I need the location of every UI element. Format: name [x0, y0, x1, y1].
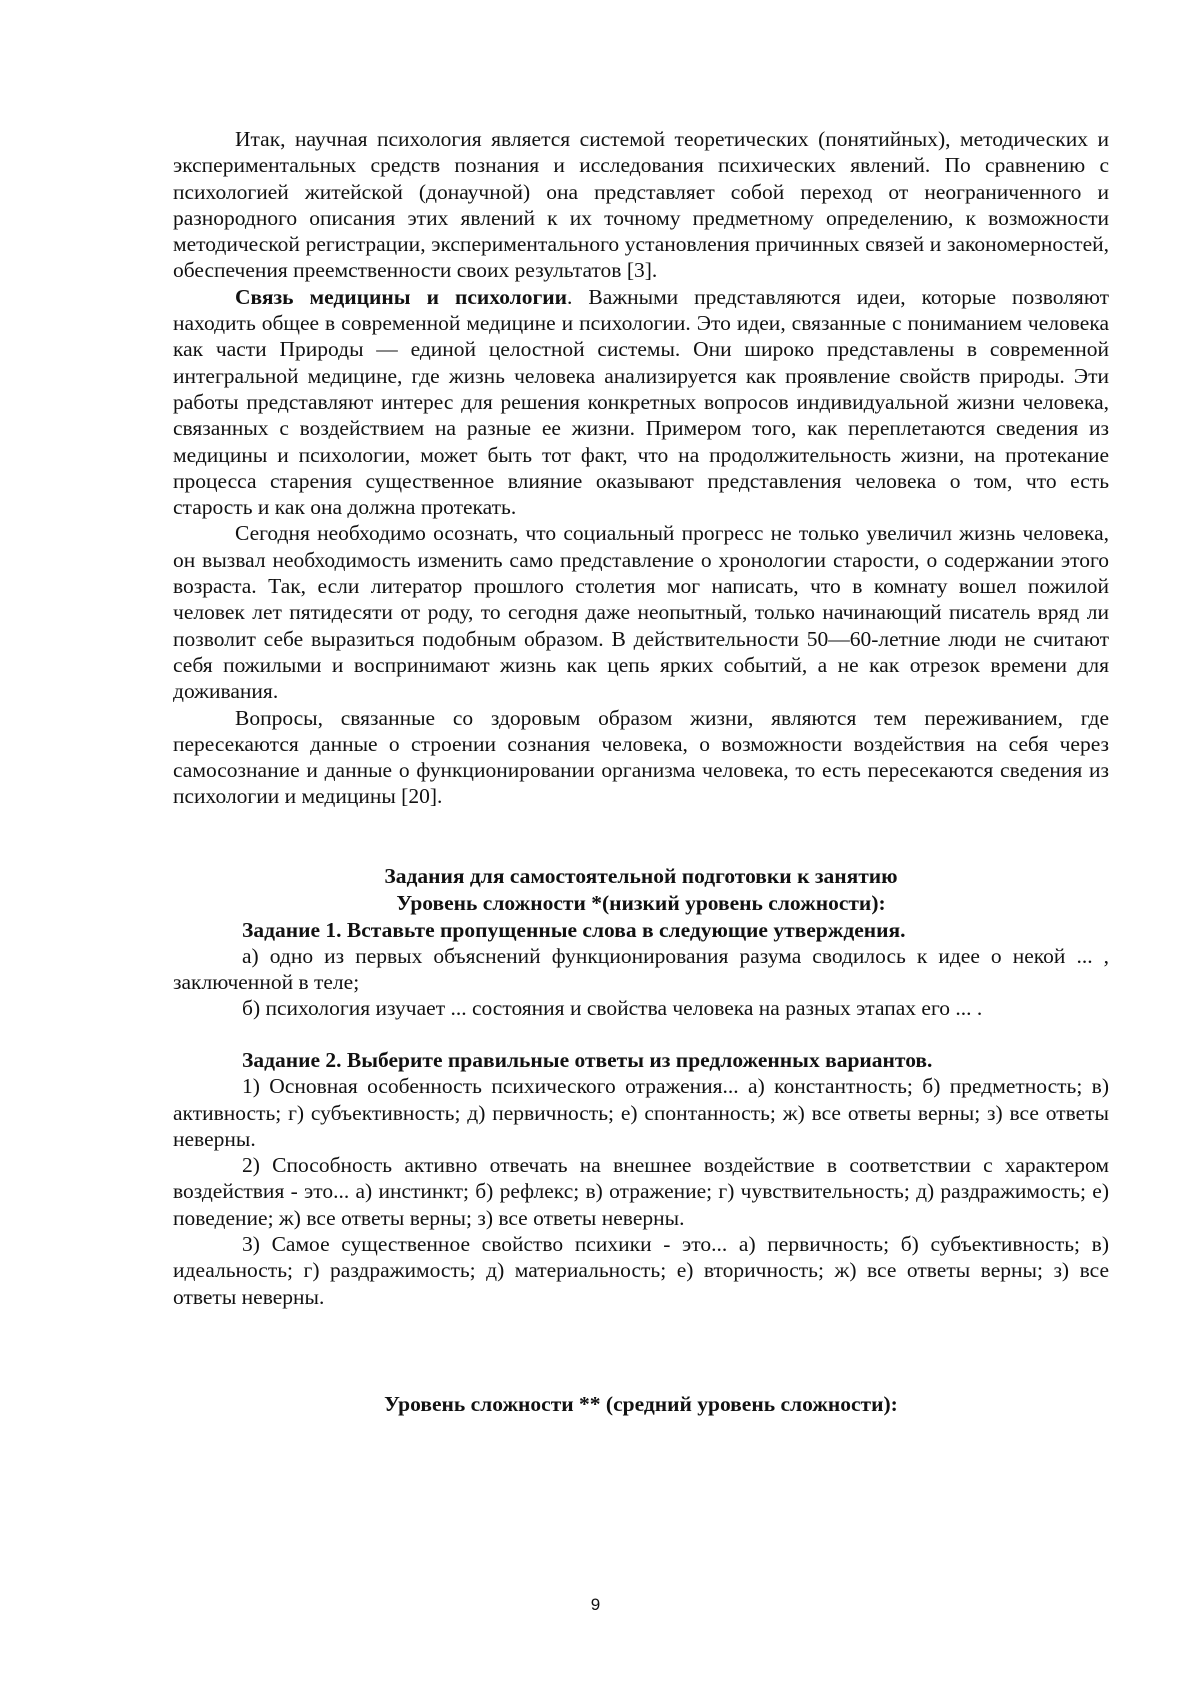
- level-1-heading: Уровень сложности *(низкий уровень сложности):: [396, 891, 886, 916]
- page-number: 9: [590, 1595, 601, 1614]
- tasks-section: [173, 863, 1109, 1022]
- task-2-question-3: 3) Самое существенное свойство психики - это... а) первичность; б) субъективность; в) идеальность; г) раздражимость; д) материальность; е) вторичность; ж) все ответы верны; з) все ответы неверны.: [173, 1232, 1109, 1309]
- level-2-heading: Уровень сложности ** (средний уровень сложности):: [384, 1392, 898, 1416]
- paragraph-4: Вопросы, связанные со здоровым образом жизни, являются тем переживанием, где пересекаются данные о строении сознания человека, о возможности воздействия на себя через самосознание и данные о функционировании организма человека, то есть пересекаются сведения из психологии и медицины [20].: [173, 705, 1109, 809]
- paragraph-1: Итак, научная психология является системой теоретических (понятийных), методических и экспериментальных средств познания и исследования психических явлений. По сравнению с психологией житейской (донаучной) она представляет собой переход от неограниченного и разнородного описания этих явлений к их точному предметному определению, к возможности методической регистрации, экспериментального установления причинных связей и закономерностей, обеспечения преемственности своих результатов [3].: [173, 127, 1109, 283]
- level-2-section: [173, 1391, 1109, 1417]
- task-2-title: Задание 2. Выберите правильные ответы из предложенных вариантов.: [242, 1048, 933, 1072]
- paragraph-2: [173, 284, 1109, 521]
- main-text: [173, 126, 1109, 810]
- paragraph-2-text: . Важными представляются идеи, которые позволяют находить общее в современной медицине и психологии. Это идеи, связанные с пониманием человека как части Природы — единой целостной системы. Они широко представлены в современной интегральной медицине, где жизнь человека анализируется как проявление свойств природы. Эти работы представляют интерес для решения конкретных вопросов индивидуальной жизни человека, связанных с воздействием на разные ее жизни. Примером того, как переплетаются сведения из медицины и психологии, может быть тот факт, что на продолжительность жизни, на протекание процесса старения существенное влияние оказывают представления человека о том, что есть старость и как она должна протекать.: [173, 284, 1109, 520]
- task-1-item-b: б) психология изучает ... состояния и свойства человека на разных этапах его ... .: [242, 996, 983, 1021]
- paragraph-3: Сегодня необходимо осознать, что социальный прогресс не только увеличил жизнь человека, он вызвал необходимость изменить само представление о хронологии старости, о содержании этого возраста. Так, если литератор прошлого столетия мог написать, что в комнату вошел пожилой человек лет пятидесяти от роду, то сегодня даже неопытный, только начинающий писатель вряд ли позволит себе выразиться подобным образом. В действительности 50—60-летние люди не считают себя пожилыми и воспринимают жизнь как цепь ярких событий, а не как отрезок времени для доживания.: [173, 521, 1109, 704]
- task-1-title: Задание 1. Вставьте пропущенные слова в следующие утверждения.: [242, 917, 906, 942]
- task-1-item-a: а) одно из первых объяснений функционирования разума сводилось к идее о некой ... , заключенной в теле;: [173, 943, 1109, 995]
- task-2-question-1: 1) Основная особенность психического отражения... а) константность; б) предметность; в) активность; г) субъективность; д) первичность; е) спонтанность; ж) все ответы верны; з) все ответы неверны.: [173, 1074, 1109, 1151]
- task-2-question-2: 2) Способность активно отвечать на внешнее воздействие в соответствии с характером воздействия - это... а) инстинкт; б) рефлекс; в) отражение; г) чувствительность; д) раздражимость; е) поведение; ж) все ответы верны; з) все ответы неверны.: [173, 1153, 1109, 1230]
- paragraph-2-bold-lead: Связь медицины и психологии: [235, 284, 568, 309]
- task-2-section: [173, 1047, 1109, 1310]
- tasks-heading: Задания для самостоятельной подготовки к занятию: [384, 864, 898, 888]
